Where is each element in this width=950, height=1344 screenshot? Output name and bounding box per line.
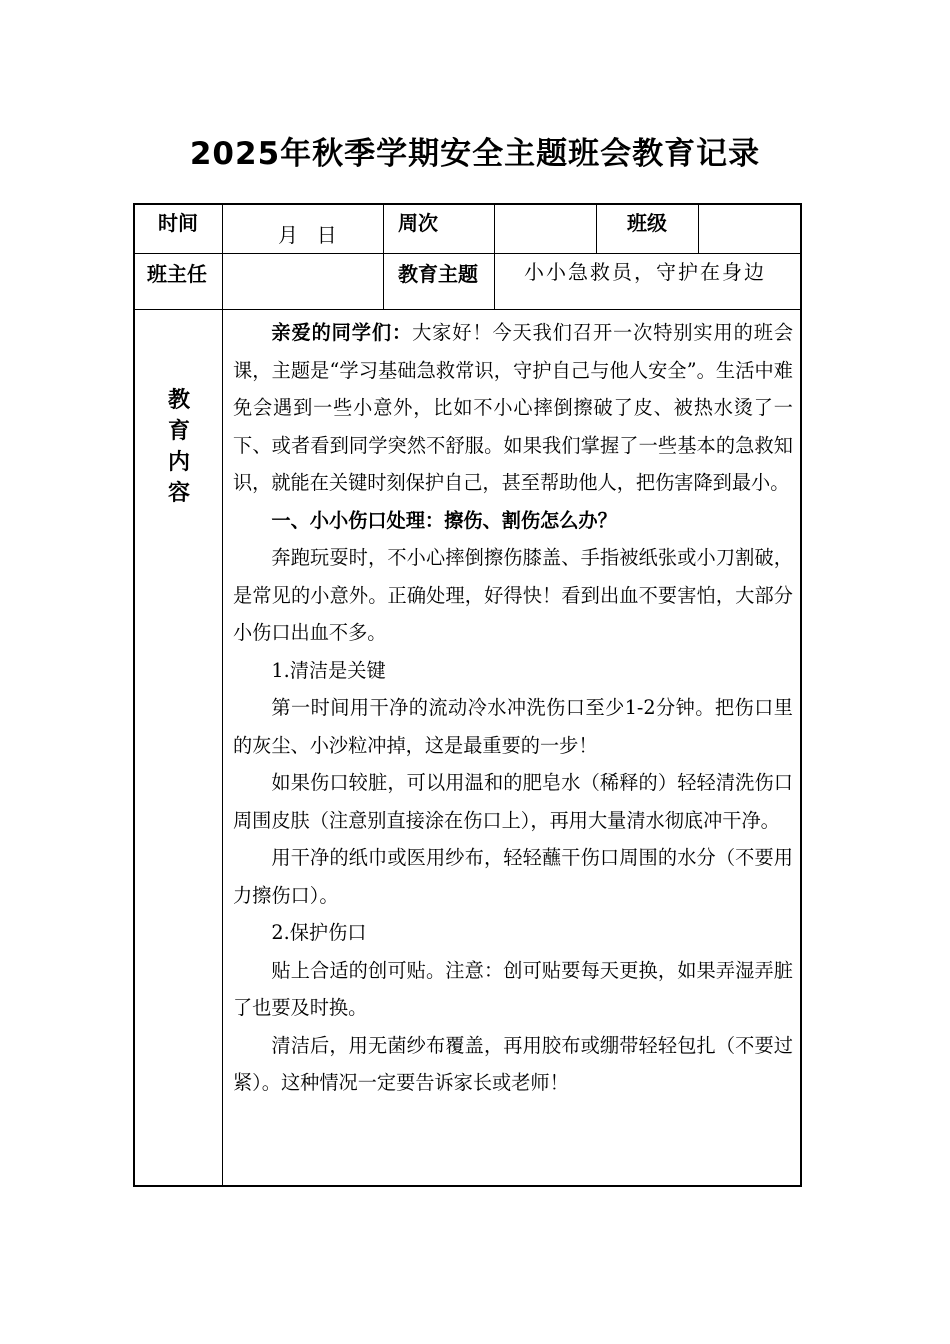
subheading: 2.保护伤口 [271, 921, 367, 944]
content-label-char: 教 [167, 388, 190, 413]
page-title: 2025年秋季学期安全主题班会教育记录 [189, 136, 761, 172]
section-heading-text: 一、小小伤口处理：擦伤、割伤怎么办？ [271, 508, 617, 532]
content-label-char: 内 [167, 450, 190, 475]
time-value: 月 日 [278, 223, 339, 247]
paragraph: 第一时间用干净的流动冷水冲洗伤口至少1-2分钟。把伤口里的灰尘、小沙粒冲掉，这是最重要的一步！ [233, 696, 793, 757]
row-divider [133, 309, 802, 310]
paragraph: 清洁后，用无菌纱布覆盖，再用胶布或绷带轻轻包扎（不要过紧）。这种情况一定要告诉家长或老师！ [233, 1033, 793, 1094]
topic-label: 教育主题 [398, 262, 478, 286]
time-label: 时间 [158, 211, 198, 235]
intro-text: 大家好！今天我们召开一次特别实用的班会课，主题是“学习基础急救常识，守护自己与他人安全”。生活中难免会遇到一些小意外，比如不小心摔倒擦破了皮、被热水烫了一下、或者看到同学突然不舒服。如果我们掌握了一些基本的急救知识，就能在关键时刻保护自己，甚至帮助他人，把伤害降到最小。 [233, 321, 794, 494]
content-label-char: 育 [167, 419, 190, 444]
content-label-char: 容 [167, 481, 190, 506]
education-content [233, 314, 793, 1102]
column-divider [222, 203, 223, 1187]
column-divider [494, 203, 495, 309]
column-divider [698, 203, 699, 253]
row-divider [133, 253, 802, 254]
column-divider [596, 203, 597, 253]
paragraph: 贴上合适的创可贴。注意：创可贴要每天更换，如果弄湿弄脏了也要及时换。 [233, 958, 793, 1019]
greeting: 亲爱的同学们： [271, 321, 413, 344]
intro-paragraph [233, 314, 793, 502]
topic-value: 小小急救员，守护在身边 [524, 260, 766, 284]
content-label [135, 385, 223, 509]
teacher-label: 班主任 [147, 262, 207, 286]
week-label: 周次 [398, 211, 438, 235]
subheading: 1.清洁是关键 [271, 658, 386, 682]
paragraph: 如果伤口较脏，可以用温和的肥皂水（稀释的）轻轻清洗伤口周围皮肤（注意别直接涂在伤口上），再用大量清水彻底冲干净。 [233, 771, 793, 832]
paragraph: 用干净的纸巾或医用纱布，轻轻蘸干伤口周围的水分（不要用力擦伤口）。 [233, 846, 793, 907]
section-heading [233, 502, 793, 540]
paragraph: 奔跑玩耍时，不小心摔倒擦伤膝盖、手指被纸张或小刀割破，是常见的小意外。正确处理，好得快！看到出血不要害怕，大部分小伤口出血不多。 [233, 546, 793, 644]
column-divider [383, 203, 384, 309]
class-label: 班级 [627, 211, 667, 235]
